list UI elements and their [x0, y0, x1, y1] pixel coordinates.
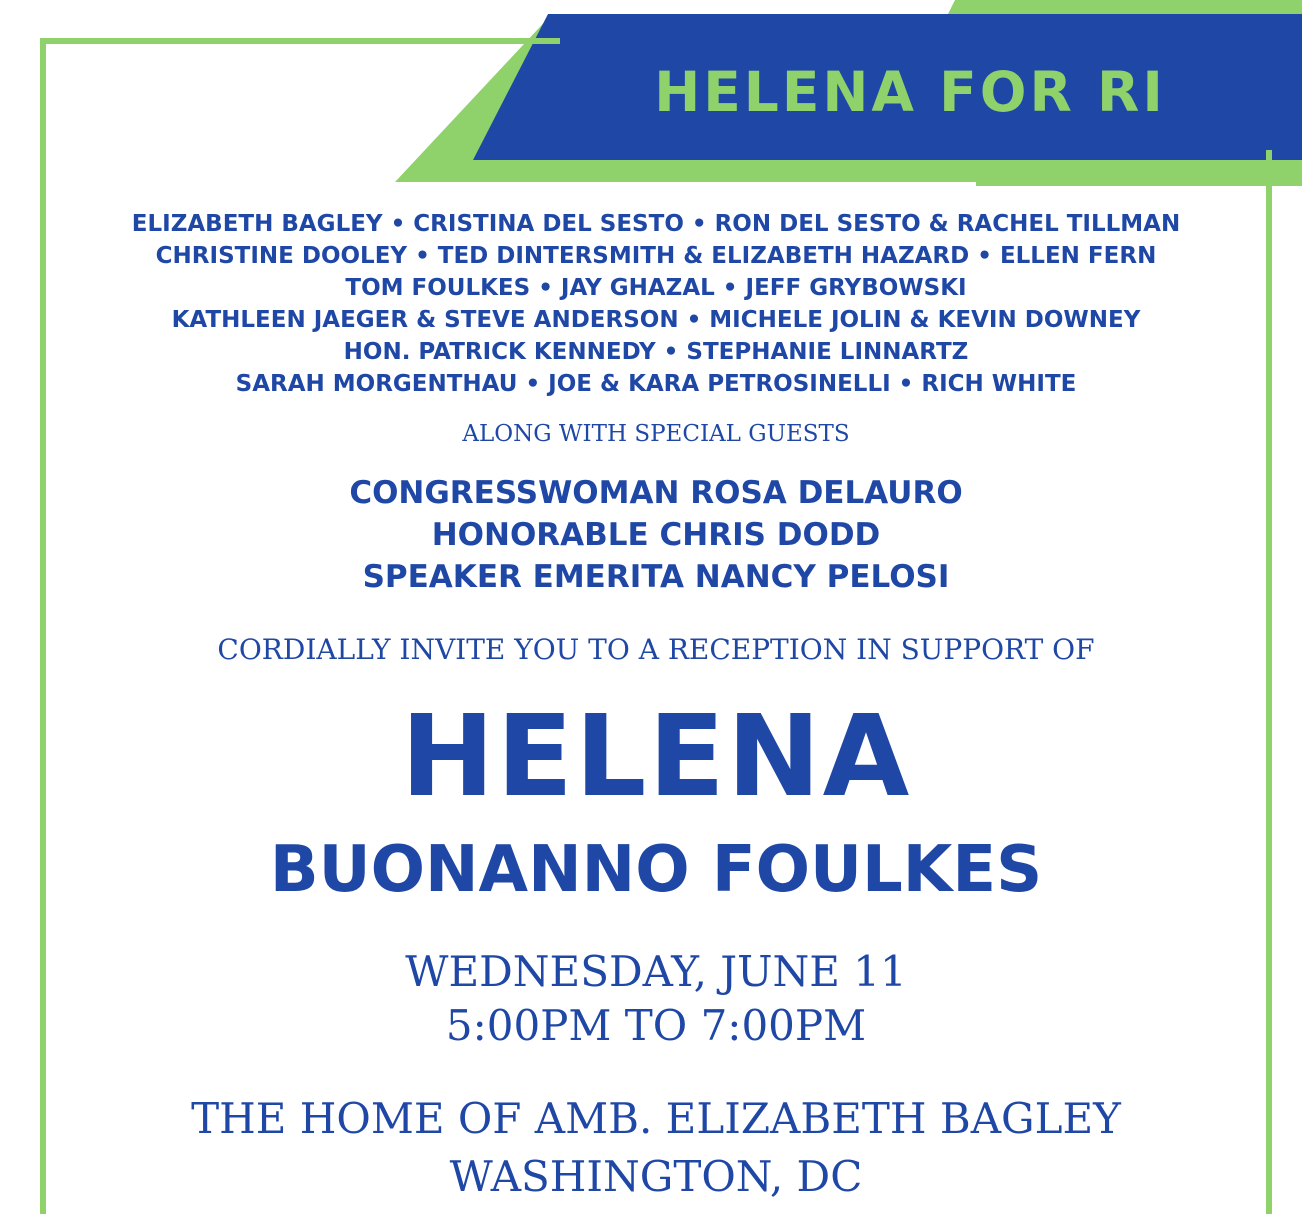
host-line: TOM FOULKES • JAY GHAZAL • JEFF GRYBOWSKI [345, 275, 967, 301]
event-time: 5:00PM TO 7:00PM [445, 1001, 867, 1050]
special-guest: CONGRESSWOMAN ROSA DELAURO [349, 475, 963, 511]
host-committee [46, 208, 1266, 400]
host-line: ELIZABETH BAGLEY • CRISTINA DEL SESTO • RON DEL SESTO & RACHEL TILLMAN [131, 211, 1181, 237]
banner-title: HELENA FOR RI [654, 60, 1166, 124]
candidate-last-name: BUONANNO FOULKES [269, 833, 1043, 907]
frame-accent-line [976, 181, 1302, 186]
banner-top-green [948, 0, 1302, 14]
host-line: HON. PATRICK KENNEDY • STEPHANIE LINNARTZ [343, 339, 969, 365]
special-guests-intro: ALONG WITH SPECIAL GUESTS [462, 421, 850, 447]
frame-top-border [40, 38, 560, 44]
event-venue: THE HOME OF AMB. ELIZABETH BAGLEY [191, 1094, 1121, 1143]
special-guest: SPEAKER EMERITA NANCY PELOSI [362, 559, 950, 595]
invite-line: CORDIALLY INVITE YOU TO A RECEPTION IN SUPPORT OF [217, 633, 1095, 666]
special-guests [46, 472, 1266, 598]
host-line: SARAH MORGENTHAU • JOE & KARA PETROSINELLI • RICH WHITE [235, 371, 1077, 397]
host-line: KATHLEEN JAEGER & STEVE ANDERSON • MICHELE JOLIN & KEVIN DOWNEY [171, 307, 1141, 333]
candidate-first-name: HELENA [400, 692, 912, 822]
event-date: WEDNESDAY, JUNE 11 [405, 947, 907, 996]
event-city: WASHINGTON, DC [449, 1152, 863, 1201]
frame-right-border [1266, 150, 1272, 1214]
host-line: CHRISTINE DOOLEY • TED DINTERSMITH & ELIZABETH HAZARD • ELLEN FERN [155, 243, 1157, 269]
special-guest: HONORABLE CHRIS DODD [431, 517, 881, 553]
